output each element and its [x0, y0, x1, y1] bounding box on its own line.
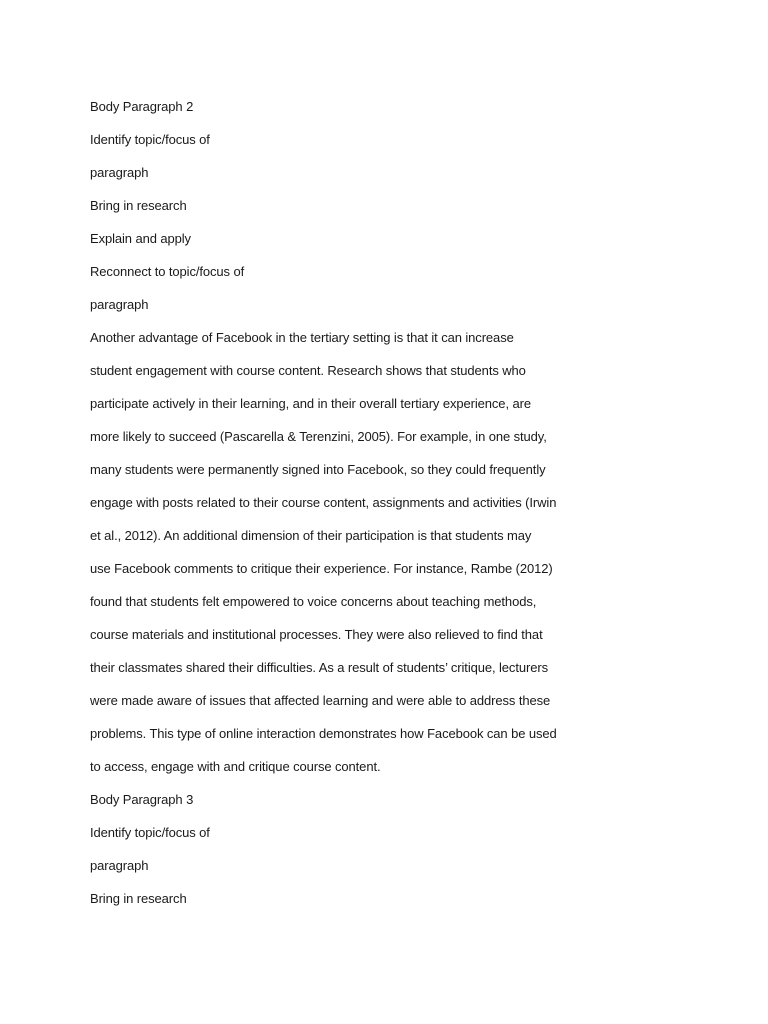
body-text-line: problems. This type of online interaction demonstrates how Facebook can be used: [90, 726, 557, 741]
body-text-line: engage with posts related to their course content, assignments and activities (Irwin: [90, 495, 557, 510]
outline-item: Explain and apply: [90, 231, 191, 246]
outline-item: Reconnect to topic/focus of: [90, 264, 245, 279]
body-text-line: found that students felt empowered to voice concerns about teaching methods,: [90, 594, 537, 609]
body-text-line: many students were permanently signed into Facebook, so they could frequently: [90, 462, 546, 477]
body-text-line: to access, engage with and critique course content.: [90, 759, 381, 774]
outline-item: paragraph: [90, 297, 149, 312]
body-text-line: Another advantage of Facebook in the tertiary setting is that it can increase: [90, 330, 514, 345]
section-heading: Body Paragraph 3: [90, 792, 194, 807]
outline-item: Bring in research: [90, 891, 187, 906]
outline-item: Bring in research: [90, 198, 187, 213]
body-text-line: course materials and institutional processes. They were also relieved to find that: [90, 627, 543, 642]
document-body: [90, 90, 570, 915]
outline-item: paragraph: [90, 165, 149, 180]
body-text-line: et al., 2012). An additional dimension of their participation is that students may: [90, 528, 532, 543]
outline-item: Identify topic/focus of: [90, 132, 210, 147]
body-text-line: student engagement with course content. Research shows that students who: [90, 363, 526, 378]
body-text-line: were made aware of issues that affected learning and were able to address these: [90, 693, 551, 708]
outline-item: paragraph: [90, 858, 149, 873]
body-text-line: their classmates shared their difficulties. As a result of students’ critique, lecturers: [90, 660, 548, 675]
body-text-line: use Facebook comments to critique their experience. For instance, Rambe (2012): [90, 561, 553, 576]
body-text-line: participate actively in their learning, and in their overall tertiary experience, are: [90, 396, 531, 411]
outline-item: Identify topic/focus of: [90, 825, 210, 840]
body-text-line: more likely to succeed (Pascarella & Terenzini, 2005). For example, in one study,: [90, 429, 547, 444]
section-heading: Body Paragraph 2: [90, 99, 194, 114]
